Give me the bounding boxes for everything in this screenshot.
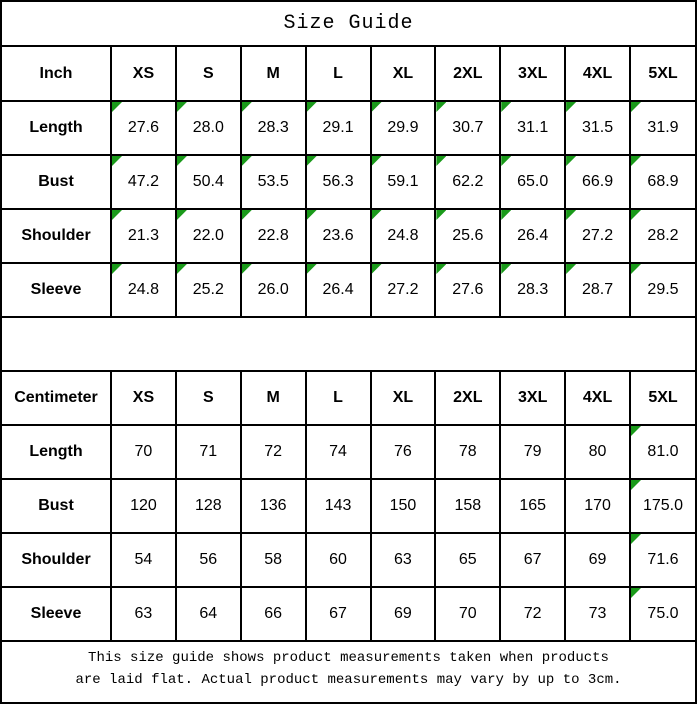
table-gap xyxy=(2,318,695,370)
table-row xyxy=(2,425,695,479)
value-cell: 74 xyxy=(306,425,371,479)
value-cell xyxy=(371,209,436,263)
corner-marker-icon xyxy=(501,210,511,220)
value-cell: 150 xyxy=(371,479,436,533)
corner-marker-icon xyxy=(631,210,641,220)
cell-value: 50.4 xyxy=(192,173,224,190)
cell-value: 26.4 xyxy=(517,227,549,244)
cell-value: 26.4 xyxy=(322,281,354,298)
corner-marker-icon xyxy=(501,102,511,112)
size-header-m: M xyxy=(241,371,306,425)
row-label-cell: Sleeve xyxy=(2,263,111,317)
corner-marker-icon xyxy=(242,210,252,220)
value-cell: 72 xyxy=(500,587,565,641)
size-header-2xl: 2XL xyxy=(435,371,500,425)
corner-marker-icon xyxy=(631,426,641,436)
corner-marker-icon xyxy=(631,264,641,274)
cell-value: 47.2 xyxy=(127,173,159,190)
value-cell xyxy=(500,263,565,317)
value-cell xyxy=(306,263,371,317)
corner-marker-icon xyxy=(436,102,446,112)
table-row xyxy=(2,533,695,587)
value-cell: 70 xyxy=(111,425,176,479)
footnote-line-1: This size guide shows product measurements taken when products xyxy=(88,649,609,666)
row-label-cell: Shoulder xyxy=(2,209,111,263)
table-row xyxy=(2,263,695,317)
size-header-s: S xyxy=(176,47,241,101)
cell-value: 25.6 xyxy=(452,227,484,244)
table-header-row xyxy=(2,47,695,101)
value-cell xyxy=(176,155,241,209)
corner-marker-icon xyxy=(566,264,576,274)
corner-marker-icon xyxy=(112,102,122,112)
value-cell: 64 xyxy=(176,587,241,641)
inch-table xyxy=(2,47,695,318)
value-cell xyxy=(565,101,630,155)
value-cell: 76 xyxy=(371,425,436,479)
size-header-3xl: 3XL xyxy=(500,47,565,101)
row-label-cell: Sleeve xyxy=(2,587,111,641)
value-cell: 60 xyxy=(306,533,371,587)
value-cell xyxy=(500,155,565,209)
value-cell xyxy=(241,101,306,155)
corner-marker-icon xyxy=(242,102,252,112)
cell-value: 23.6 xyxy=(322,227,354,244)
size-header-s: S xyxy=(176,371,241,425)
cell-value: 27.6 xyxy=(127,119,159,136)
value-cell xyxy=(241,155,306,209)
value-cell: 63 xyxy=(371,533,436,587)
cell-value: 68.9 xyxy=(647,173,679,190)
corner-marker-icon xyxy=(436,210,446,220)
value-cell: 80 xyxy=(565,425,630,479)
value-cell xyxy=(565,263,630,317)
value-cell: 65 xyxy=(435,533,500,587)
value-cell: 72 xyxy=(241,425,306,479)
table-header-row xyxy=(2,371,695,425)
value-cell xyxy=(630,533,695,587)
table-row xyxy=(2,479,695,533)
value-cell: 128 xyxy=(176,479,241,533)
table-row xyxy=(2,155,695,209)
value-cell xyxy=(630,101,695,155)
value-cell xyxy=(306,155,371,209)
centimeter-table xyxy=(2,370,695,642)
cell-value: 29.5 xyxy=(647,281,679,298)
value-cell xyxy=(500,209,565,263)
cell-value: 29.9 xyxy=(387,119,419,136)
corner-marker-icon xyxy=(177,102,187,112)
row-label-cell: Length xyxy=(2,425,111,479)
corner-marker-icon xyxy=(372,264,382,274)
value-cell xyxy=(371,155,436,209)
corner-marker-icon xyxy=(177,210,187,220)
cell-value: 56.3 xyxy=(322,173,354,190)
cell-value: 22.0 xyxy=(192,227,224,244)
table-row xyxy=(2,587,695,641)
cell-value: 28.3 xyxy=(517,281,549,298)
value-cell: 73 xyxy=(565,587,630,641)
value-cell: 69 xyxy=(565,533,630,587)
cell-value: 22.8 xyxy=(257,227,289,244)
cell-value: 66.9 xyxy=(581,173,614,190)
value-cell xyxy=(306,209,371,263)
size-header-xl: XL xyxy=(371,371,436,425)
value-cell xyxy=(565,155,630,209)
size-header-3xl: 3XL xyxy=(500,371,565,425)
footnote xyxy=(2,642,695,694)
size-header-xs: XS xyxy=(111,47,176,101)
cell-value: 24.8 xyxy=(127,281,159,298)
page-title xyxy=(2,2,695,47)
cell-value: 29.1 xyxy=(322,119,354,136)
value-cell xyxy=(435,209,500,263)
value-cell: 63 xyxy=(111,587,176,641)
value-cell xyxy=(435,155,500,209)
value-cell xyxy=(630,587,695,641)
value-cell xyxy=(630,479,695,533)
cell-value: 28.0 xyxy=(192,119,224,136)
row-label-cell: Bust xyxy=(2,479,111,533)
value-cell xyxy=(176,209,241,263)
cell-value: 31.1 xyxy=(517,119,549,136)
corner-marker-icon xyxy=(566,156,576,166)
size-header-xl: XL xyxy=(371,47,436,101)
size-header-l: L xyxy=(306,371,371,425)
value-cell xyxy=(371,263,436,317)
row-label-cell: Shoulder xyxy=(2,533,111,587)
size-header-xs: XS xyxy=(111,371,176,425)
value-cell xyxy=(176,101,241,155)
value-cell xyxy=(241,263,306,317)
value-cell: 67 xyxy=(500,533,565,587)
corner-marker-icon xyxy=(307,210,317,220)
value-cell xyxy=(630,155,695,209)
cell-value: 81.0 xyxy=(647,443,679,460)
value-cell xyxy=(435,101,500,155)
value-cell xyxy=(630,209,695,263)
row-label-cell: Bust xyxy=(2,155,111,209)
corner-marker-icon xyxy=(372,210,382,220)
value-cell: 79 xyxy=(500,425,565,479)
page-title-text: Size Guide xyxy=(283,12,414,35)
corner-marker-icon xyxy=(177,264,187,274)
value-cell xyxy=(500,101,565,155)
corner-marker-icon xyxy=(631,534,641,544)
value-cell: 170 xyxy=(565,479,630,533)
value-cell xyxy=(241,209,306,263)
size-header-l: L xyxy=(306,47,371,101)
cell-value: 26.0 xyxy=(257,281,289,298)
cell-value: 30.7 xyxy=(452,119,484,136)
value-cell xyxy=(176,263,241,317)
cell-value: 53.5 xyxy=(257,173,289,190)
value-cell xyxy=(371,101,436,155)
corner-marker-icon xyxy=(566,102,576,112)
value-cell xyxy=(565,209,630,263)
value-cell xyxy=(111,101,176,155)
cell-value: 27.2 xyxy=(387,281,419,298)
value-cell xyxy=(630,425,695,479)
corner-marker-icon xyxy=(307,156,317,166)
value-cell: 54 xyxy=(111,533,176,587)
value-cell: 143 xyxy=(306,479,371,533)
footnote-line-2: are laid flat. Actual product measurements may vary by up to 3cm. xyxy=(75,671,622,688)
corner-marker-icon xyxy=(242,156,252,166)
table-row xyxy=(2,209,695,263)
cell-value: 28.3 xyxy=(257,119,289,136)
corner-marker-icon xyxy=(307,264,317,274)
value-cell: 71 xyxy=(176,425,241,479)
table-row xyxy=(2,101,695,155)
size-header-4xl: 4XL xyxy=(565,371,630,425)
cell-value: 59.1 xyxy=(387,173,419,190)
value-cell xyxy=(630,263,695,317)
value-cell: 66 xyxy=(241,587,306,641)
corner-marker-icon xyxy=(372,156,382,166)
cell-value: 21.3 xyxy=(127,227,159,244)
value-cell: 69 xyxy=(371,587,436,641)
row-label-cell: Length xyxy=(2,101,111,155)
size-header-5xl: 5XL xyxy=(630,371,695,425)
corner-marker-icon xyxy=(631,102,641,112)
value-cell: 70 xyxy=(435,587,500,641)
corner-marker-icon xyxy=(372,102,382,112)
cell-value: 31.9 xyxy=(647,119,679,136)
value-cell: 58 xyxy=(241,533,306,587)
value-cell xyxy=(306,101,371,155)
value-cell: 120 xyxy=(111,479,176,533)
corner-marker-icon xyxy=(112,156,122,166)
cell-value: 25.2 xyxy=(192,281,224,298)
corner-marker-icon xyxy=(631,480,641,490)
unit-header-cell: Inch xyxy=(2,47,111,101)
size-header-5xl: 5XL xyxy=(630,47,695,101)
value-cell xyxy=(435,263,500,317)
corner-marker-icon xyxy=(631,588,641,598)
cell-value: 28.7 xyxy=(581,281,614,298)
corner-marker-icon xyxy=(501,156,511,166)
value-cell: 136 xyxy=(241,479,306,533)
corner-marker-icon xyxy=(436,156,446,166)
corner-marker-icon xyxy=(501,264,511,274)
value-cell: 67 xyxy=(306,587,371,641)
cell-value: 27.6 xyxy=(452,281,484,298)
corner-marker-icon xyxy=(631,156,641,166)
cell-value: 24.8 xyxy=(387,227,419,244)
size-header-4xl: 4XL xyxy=(565,47,630,101)
corner-marker-icon xyxy=(436,264,446,274)
cell-value: 28.2 xyxy=(647,227,679,244)
value-cell xyxy=(111,209,176,263)
unit-header-cell: Centimeter xyxy=(2,371,111,425)
value-cell: 165 xyxy=(500,479,565,533)
cell-value: 31.5 xyxy=(581,119,614,136)
value-cell xyxy=(111,155,176,209)
cell-value: 27.2 xyxy=(581,227,614,244)
corner-marker-icon xyxy=(112,264,122,274)
corner-marker-icon xyxy=(307,102,317,112)
value-cell: 56 xyxy=(176,533,241,587)
cell-value: 65.0 xyxy=(517,173,549,190)
corner-marker-icon xyxy=(242,264,252,274)
size-header-2xl: 2XL xyxy=(435,47,500,101)
value-cell xyxy=(111,263,176,317)
cell-value: 62.2 xyxy=(452,173,484,190)
corner-marker-icon xyxy=(177,156,187,166)
value-cell: 158 xyxy=(435,479,500,533)
size-header-m: M xyxy=(241,47,306,101)
cell-value: 175.0 xyxy=(642,497,684,514)
cell-value: 71.6 xyxy=(647,551,679,568)
corner-marker-icon xyxy=(566,210,576,220)
cell-value: 75.0 xyxy=(647,605,679,622)
corner-marker-icon xyxy=(112,210,122,220)
value-cell: 78 xyxy=(435,425,500,479)
